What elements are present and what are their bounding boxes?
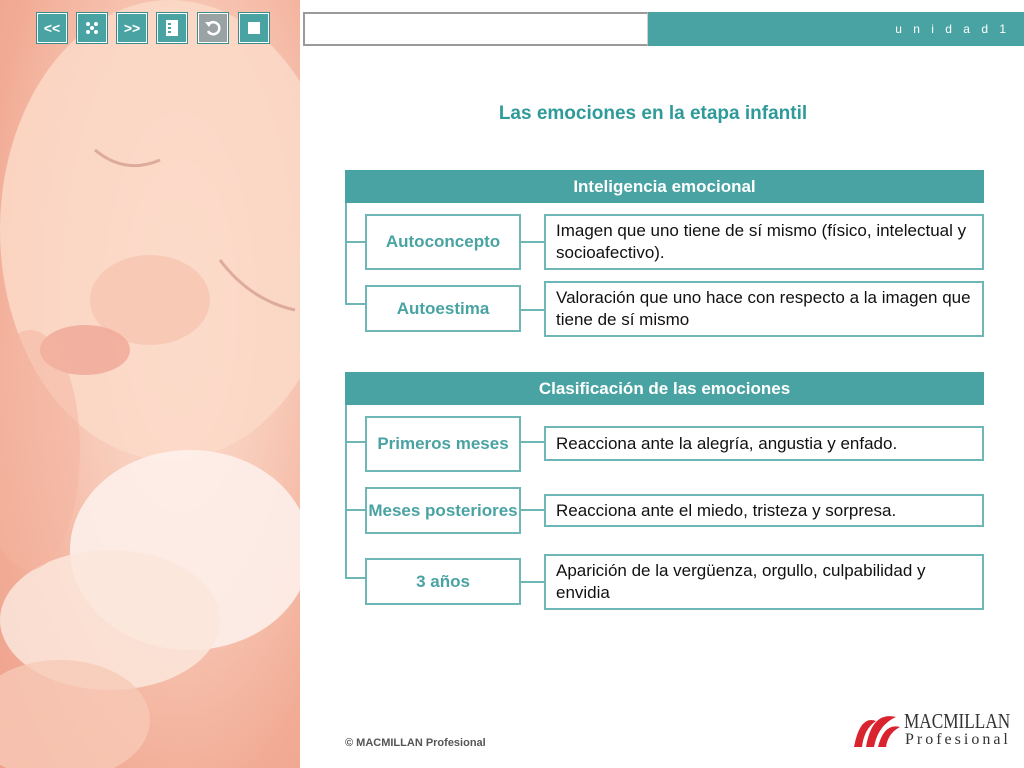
section-heading-clasificacion: Clasificación de las emociones [345, 372, 984, 405]
undo-button[interactable] [198, 13, 228, 43]
connector [521, 441, 544, 443]
next-button[interactable]: >> [117, 13, 147, 43]
desc-meses-posteriores: Reacciona ante el miedo, tristeza y sorpresa. [544, 494, 984, 527]
logo-macmillan: MACMILLAN [904, 709, 1011, 733]
connector [521, 241, 544, 243]
connector [345, 241, 365, 243]
connector [521, 309, 544, 311]
undo-icon [203, 18, 223, 38]
term-meses-posteriores: Meses posteriores [365, 487, 521, 534]
macmillan-logo-icon [852, 707, 902, 751]
term-primeros-meses: Primeros meses [365, 416, 521, 472]
dice-icon [83, 19, 101, 37]
macmillan-logo [852, 705, 1011, 753]
prev-button[interactable]: << [37, 13, 67, 43]
connector [521, 581, 544, 583]
connector [345, 577, 365, 579]
term-autoconcepto: Autoconcepto [365, 214, 521, 270]
top-bar-field [303, 12, 648, 46]
baby-photo [0, 0, 300, 768]
desc-autoconcepto: Imagen que uno tiene de sí mismo (físico, intelectual y socioafectivo). [544, 214, 984, 270]
desc-primeros-meses: Reacciona ante la alegría, angustia y enfado. [544, 426, 984, 461]
stop-button[interactable] [239, 13, 269, 43]
connector [521, 509, 544, 511]
desc-autoestima: Valoración que uno hace con respecto a la imagen que tiene de sí mismo [544, 281, 984, 337]
section-heading-inteligencia: Inteligencia emocional [345, 170, 984, 203]
connector [345, 203, 347, 304]
copyright-text: © MACMILLAN Profesional [345, 737, 486, 749]
unit-bar [648, 12, 1024, 46]
index-button[interactable] [157, 13, 187, 43]
dice-button[interactable] [77, 13, 107, 43]
index-icon [164, 19, 180, 37]
desc-3-anos: Aparición de la vergüenza, orgullo, culpabilidad y envidia [544, 554, 984, 610]
stop-icon [247, 21, 261, 35]
connector [345, 509, 365, 511]
unit-label: u n i d a d 1 [895, 22, 1010, 36]
connector [345, 303, 365, 305]
connector [345, 405, 347, 579]
logo-profesional: Profesional [905, 731, 1011, 748]
page-title: Las emociones en la etapa infantil [498, 103, 808, 124]
term-autoestima: Autoestima [365, 285, 521, 332]
connector [345, 441, 365, 443]
term-3-anos: 3 años [365, 558, 521, 605]
